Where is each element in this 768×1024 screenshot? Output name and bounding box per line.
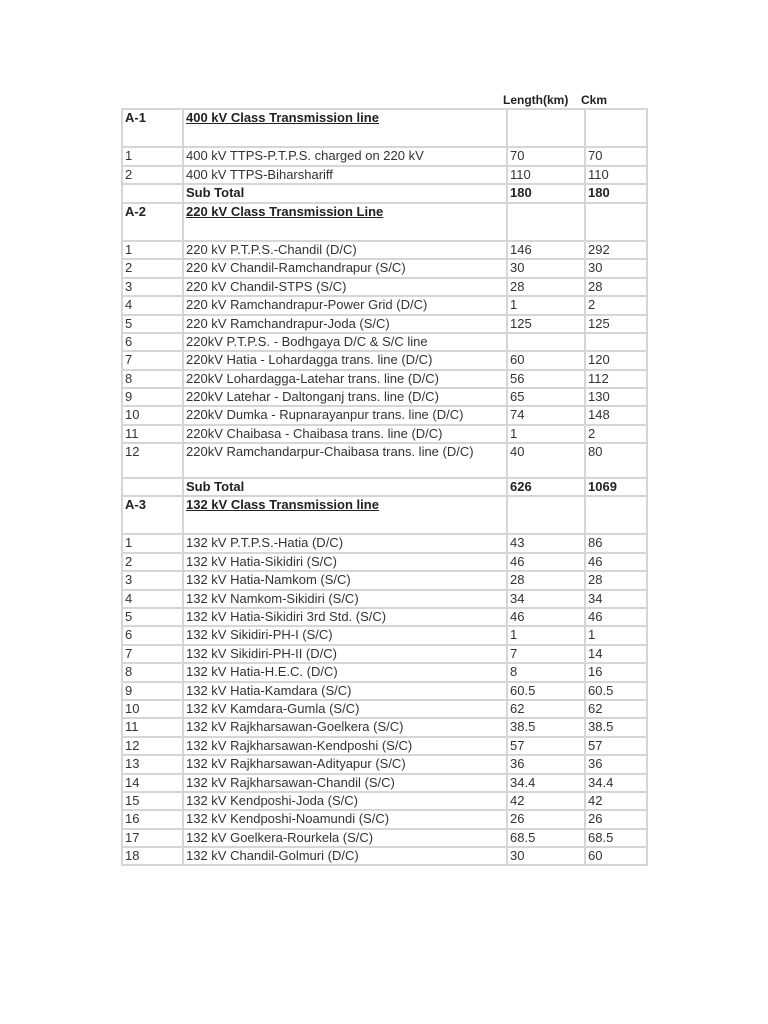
line-name-cell: 220kV Lohardagga-Latehar trans. line (D/C) [183,370,507,388]
ckm-cell: 86 [585,534,647,552]
subtotal-row [122,478,647,496]
line-name-cell: 220 kV Ramchandrapur-Power Grid (D/C) [183,296,507,314]
table-row [122,388,647,406]
table-row [122,443,647,477]
length-cell: 28 [507,278,585,296]
transmission-line-document [121,88,638,866]
table-row [122,147,647,165]
line-name-cell: 132 kV Hatia-H.E.C. (D/C) [183,663,507,681]
line-name-cell: 400 kV TTPS-Biharshariff [183,166,507,184]
line-name-cell: 220kV Chaibasa - Chaibasa trans. line (D/C) [183,425,507,443]
row-number-cell [122,184,183,202]
length-cell: 62 [507,700,585,718]
section-header-row [122,203,647,241]
table-row [122,315,647,333]
ckm-cell: 46 [585,608,647,626]
length-cell: 60 [507,351,585,369]
line-name-cell: 220 kV Ramchandrapur-Joda (S/C) [183,315,507,333]
section-header-row [122,496,647,534]
ckm-cell [585,496,647,534]
table-row [122,406,647,424]
table-row [122,792,647,810]
length-cell: 46 [507,608,585,626]
line-name-cell: 132 kV Rajkharsawan-Goelkera (S/C) [183,718,507,736]
ckm-cell: 42 [585,792,647,810]
length-cell: 46 [507,553,585,571]
ckm-column-header: Ckm [581,93,608,107]
length-cell: 30 [507,847,585,865]
ckm-cell: 14 [585,645,647,663]
row-number-cell: 10 [122,700,183,718]
line-name-cell: Sub Total [183,478,507,496]
row-number-cell: 1 [122,534,183,552]
row-number-cell: 12 [122,737,183,755]
length-cell: 38.5 [507,718,585,736]
length-cell: 34.4 [507,774,585,792]
row-number-cell: 1 [122,241,183,259]
row-number-cell: 5 [122,315,183,333]
ckm-cell: 148 [585,406,647,424]
row-number-cell: 9 [122,388,183,406]
ckm-cell [585,203,647,241]
row-number-cell: 11 [122,425,183,443]
row-number-cell: 5 [122,608,183,626]
length-cell: 626 [507,478,585,496]
ckm-cell: 28 [585,278,647,296]
row-number-cell: 9 [122,682,183,700]
ckm-cell: 60 [585,847,647,865]
length-cell: 56 [507,370,585,388]
table-row [122,847,647,865]
table-row [122,626,647,644]
row-number-cell: 4 [122,590,183,608]
length-cell: 110 [507,166,585,184]
ckm-cell: 62 [585,700,647,718]
length-cell: 36 [507,755,585,773]
length-cell: 28 [507,571,585,589]
table-row [122,425,647,443]
table-row [122,608,647,626]
table-row [122,534,647,552]
line-name-cell: 132 kV Rajkharsawan-Kendposhi (S/C) [183,737,507,755]
ckm-cell: 80 [585,443,647,477]
line-name-cell: 132 kV Hatia-Kamdara (S/C) [183,682,507,700]
row-number-cell: 7 [122,645,183,663]
length-cell: 146 [507,241,585,259]
row-number-cell: 6 [122,333,183,351]
length-cell: 68.5 [507,829,585,847]
row-number-cell: 13 [122,755,183,773]
line-name-cell: 220 kV Chandil-STPS (S/C) [183,278,507,296]
length-cell [507,109,585,147]
row-number-cell: 10 [122,406,183,424]
length-cell: 70 [507,147,585,165]
table-row [122,553,647,571]
table-row [122,755,647,773]
ckm-cell: 292 [585,241,647,259]
line-name-cell: 220 kV P.T.P.S.-Chandil (D/C) [183,241,507,259]
section-title: 400 kV Class Transmission line [186,110,379,125]
ckm-cell: 16 [585,663,647,681]
length-cell: 60.5 [507,682,585,700]
ckm-cell: 34 [585,590,647,608]
row-number-cell: 11 [122,718,183,736]
table-row [122,663,647,681]
table-row [122,370,647,388]
length-cell [507,496,585,534]
ckm-cell: 68.5 [585,829,647,847]
table-row [122,718,647,736]
ckm-cell: 70 [585,147,647,165]
length-cell: 42 [507,792,585,810]
ckm-cell [585,333,647,351]
length-cell: 65 [507,388,585,406]
line-name-cell: 220kV Latehar - Daltonganj trans. line (D/C) [183,388,507,406]
ckm-cell: 57 [585,737,647,755]
line-name-cell: 132 kV P.T.P.S.-Hatia (D/C) [183,534,507,552]
table-row [122,278,647,296]
length-cell: 26 [507,810,585,828]
table-row [122,166,647,184]
length-cell: 74 [507,406,585,424]
ckm-cell: 110 [585,166,647,184]
ckm-cell: 1 [585,626,647,644]
ckm-cell: 130 [585,388,647,406]
row-number-cell: 3 [122,571,183,589]
line-name-cell: 220kV Ramchandarpur-Chaibasa trans. line (D/C) [183,443,507,477]
row-number-cell: 7 [122,351,183,369]
row-number-cell: 3 [122,278,183,296]
table-row [122,333,647,351]
row-number-cell: 14 [122,774,183,792]
table-row [122,571,647,589]
length-cell [507,203,585,241]
transmission-line-table [121,108,648,866]
line-name-cell [183,203,507,241]
ckm-cell: 36 [585,755,647,773]
table-row [122,590,647,608]
line-name-cell: 132 kV Sikidiri-PH-II (D/C) [183,645,507,663]
line-name-cell: 132 kV Namkom-Sikidiri (S/C) [183,590,507,608]
row-number-cell: 6 [122,626,183,644]
row-number-cell: A-1 [122,109,183,147]
row-number-cell: 1 [122,147,183,165]
row-number-cell: 2 [122,259,183,277]
row-number-cell [122,478,183,496]
line-name-cell: 132 kV Kendposhi-Joda (S/C) [183,792,507,810]
row-number-cell: 2 [122,553,183,571]
ckm-cell: 2 [585,296,647,314]
length-cell: 7 [507,645,585,663]
ckm-cell: 60.5 [585,682,647,700]
row-number-cell: 18 [122,847,183,865]
row-number-cell: 2 [122,166,183,184]
line-name-cell: 132 kV Hatia-Sikidiri 3rd Std. (S/C) [183,608,507,626]
ckm-cell: 2 [585,425,647,443]
length-cell: 57 [507,737,585,755]
ckm-cell: 112 [585,370,647,388]
line-name-cell: Sub Total [183,184,507,202]
column-header [121,88,638,108]
length-cell: 125 [507,315,585,333]
table-row [122,296,647,314]
ckm-cell: 180 [585,184,647,202]
row-number-cell: A-3 [122,496,183,534]
length-cell: 30 [507,259,585,277]
line-name-cell: 132 kV Goelkera-Rourkela (S/C) [183,829,507,847]
ckm-cell: 28 [585,571,647,589]
table-row [122,645,647,663]
line-name-cell: 132 kV Sikidiri-PH-I (S/C) [183,626,507,644]
row-number-cell: 16 [122,810,183,828]
length-cell: 8 [507,663,585,681]
section-title: 132 kV Class Transmission line [186,497,379,513]
row-number-cell: 4 [122,296,183,314]
line-name-cell: 132 kV Chandil-Golmuri (D/C) [183,847,507,865]
line-name-cell [183,109,507,147]
ckm-cell: 30 [585,259,647,277]
length-cell: 1 [507,425,585,443]
line-name-cell: 220 kV Chandil-Ramchandrapur (S/C) [183,259,507,277]
table-row [122,700,647,718]
length-column-header: Length(km) [503,93,569,107]
table-row [122,829,647,847]
line-name-cell: 220kV Dumka - Rupnarayanpur trans. line (D/C) [183,406,507,424]
table-row [122,774,647,792]
section-header-row [122,109,647,147]
line-name-cell: 132 kV Rajkharsawan-Chandil (S/C) [183,774,507,792]
length-cell: 40 [507,443,585,477]
line-name-cell: 220kV Hatia - Lohardagga trans. line (D/C) [183,351,507,369]
ckm-cell: 120 [585,351,647,369]
line-name-cell: 132 kV Hatia-Namkom (S/C) [183,571,507,589]
row-number-cell: 12 [122,443,183,477]
subtotal-row [122,184,647,202]
ckm-cell: 38.5 [585,718,647,736]
line-name-cell: 132 kV Kamdara-Gumla (S/C) [183,700,507,718]
table-row [122,241,647,259]
line-name-cell: 132 kV Rajkharsawan-Adityapur (S/C) [183,755,507,773]
ckm-cell: 34.4 [585,774,647,792]
table-row [122,810,647,828]
line-name-cell: 220kV P.T.P.S. - Bodhgaya D/C & S/C line [183,333,507,351]
line-name-cell: 400 kV TTPS-P.T.P.S. charged on 220 kV [183,147,507,165]
ckm-cell: 26 [585,810,647,828]
ckm-cell: 1069 [585,478,647,496]
line-name-cell [183,496,507,534]
length-cell: 180 [507,184,585,202]
row-number-cell: 15 [122,792,183,810]
length-cell: 43 [507,534,585,552]
length-cell [507,333,585,351]
line-name-cell: 132 kV Kendposhi-Noamundi (S/C) [183,810,507,828]
row-number-cell: 8 [122,370,183,388]
row-number-cell: 8 [122,663,183,681]
length-cell: 34 [507,590,585,608]
ckm-cell: 46 [585,553,647,571]
row-number-cell: 17 [122,829,183,847]
table-row [122,737,647,755]
section-title: 220 kV Class Transmission Line [186,203,384,219]
table-row [122,682,647,700]
table-row [122,351,647,369]
line-name-cell: 132 kV Hatia-Sikidiri (S/C) [183,553,507,571]
table-row [122,259,647,277]
ckm-cell: 125 [585,315,647,333]
ckm-cell [585,109,647,147]
length-cell: 1 [507,626,585,644]
length-cell: 1 [507,296,585,314]
row-number-cell: A-2 [122,203,183,241]
